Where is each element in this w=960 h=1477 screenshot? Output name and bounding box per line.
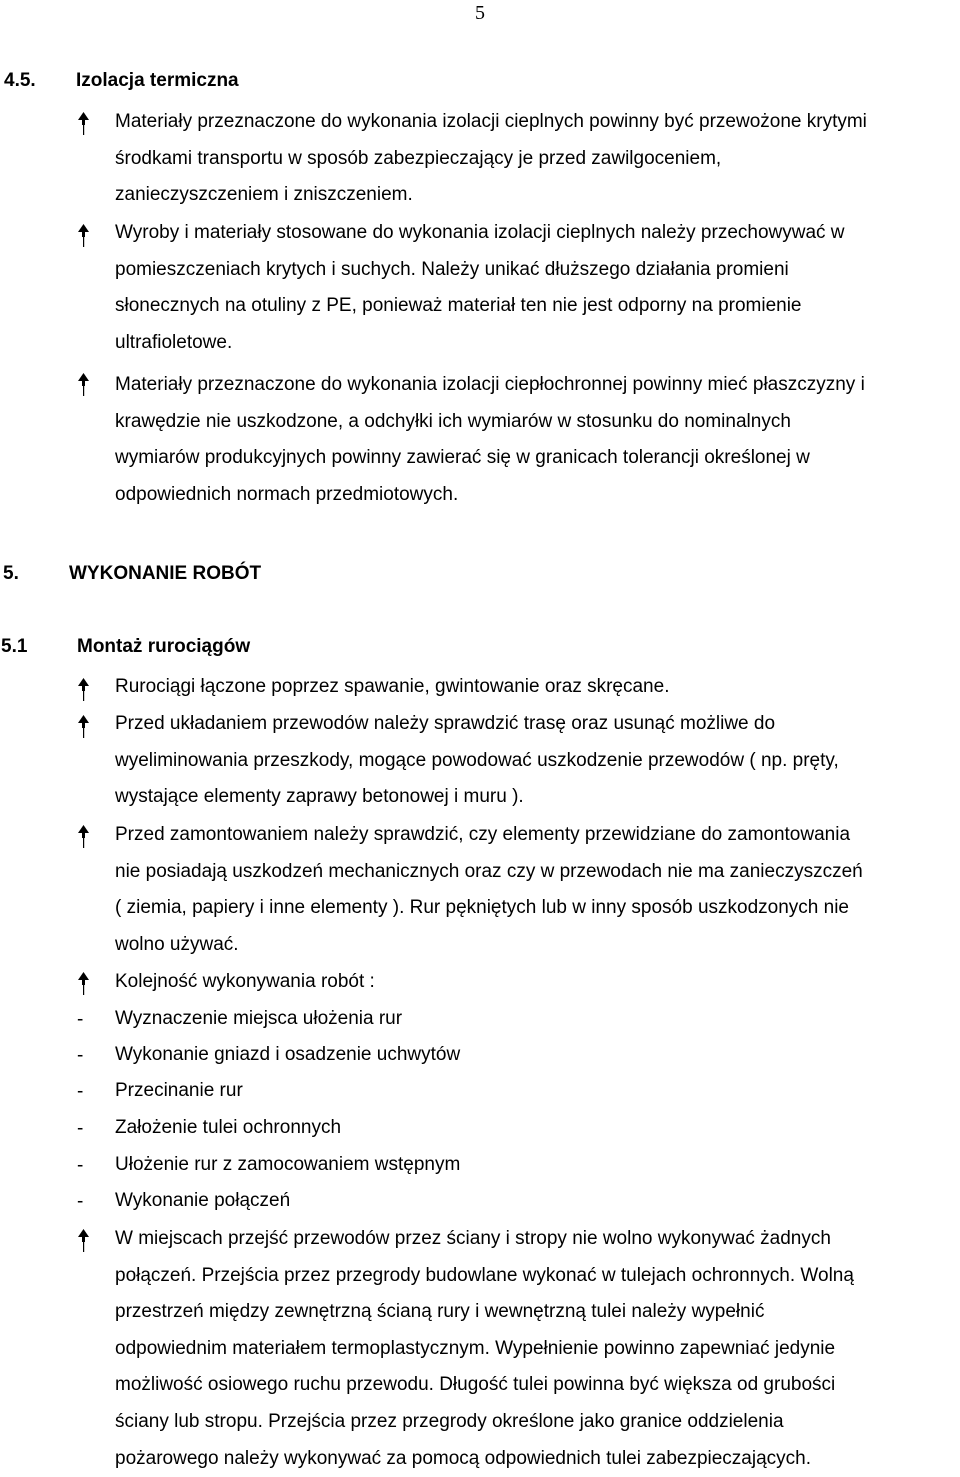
step-item: [115, 1110, 960, 1147]
section-title: Izolacja termiczna: [76, 70, 239, 91]
text-line: Przecinanie rur: [115, 1080, 243, 1101]
bullet-paragraph: [115, 817, 960, 963]
text-line: słonecznych na otuliny z PE, ponieważ materiał ten nie jest odporny na promienie: [115, 295, 802, 317]
text-line: Przed zamontowaniem należy sprawdzić, czy elementy przewidziane do zamontowania: [115, 824, 851, 845]
step-item: [115, 1183, 960, 1220]
section-number: 4.5.: [4, 70, 36, 91]
text-line: wyeliminowania przeszkody, mogące powodować uszkodzenie przewodów ( np. pręty,: [115, 749, 839, 771]
pin-bullet-icon: [77, 825, 90, 849]
page-number: 5: [475, 2, 485, 24]
bullet-paragraph: [115, 104, 960, 214]
step-item: [115, 1147, 960, 1184]
bullet-paragraph: [115, 215, 960, 361]
pin-bullet-icon: [77, 678, 90, 702]
pin-bullet-icon: [77, 373, 90, 397]
text-line: Materiały przeznaczone do wykonania izolacji ciepłochronnej powinny mieć płaszczyzny i: [115, 374, 865, 395]
text-line: odpowiednich normach przedmiotowych.: [115, 483, 459, 505]
text-line: Materiały przeznaczone do wykonania izolacji cieplnych powinny być przewożone krytymi: [115, 111, 867, 132]
bullet-paragraph: [115, 706, 960, 816]
text-line: Założenie tulei ochronnych: [115, 1117, 342, 1138]
section-title: Montaż rurociągów: [77, 636, 251, 657]
text-line: Rurociągi łączone poprzez spawanie, gwintowanie oraz skręcane.: [115, 676, 670, 697]
text-line: zanieczyszczeniem i zniszczeniem.: [115, 184, 413, 206]
dash-marker: -: [77, 1191, 84, 1212]
dash-marker: -: [77, 1155, 84, 1176]
step-item: [115, 1073, 960, 1110]
bullet-paragraph: [115, 964, 960, 1001]
text-line: połączeń. Przejścia przez przegrody budowlane wykonać w tulejach ochronnych. Wolną: [115, 1264, 854, 1286]
text-line: odpowiednim materiałem termoplastycznym. Wypełnienie powinno zapewniać jedynie: [115, 1337, 836, 1359]
text-line: pożarowego należy wykonywać za pomocą odpowiednich tulei zabezpieczających.: [115, 1447, 812, 1469]
text-line: wystające elementy zaprawy betonowej i muru ).: [115, 786, 524, 808]
pin-bullet-icon: [77, 224, 90, 248]
text-line: W miejscach przejść przewodów przez ściany i stropy nie wolno wykonywać żadnych: [115, 1228, 831, 1249]
text-line: przestrzeń między zewnętrzną ścianą rury i wewnętrzną tulei należy wypełnić: [115, 1301, 765, 1323]
text-line: nie posiadają uszkodzeń mechanicznych oraz czy w przewodach nie ma zanieczyszczeń: [115, 860, 863, 882]
section-title: WYKONANIE ROBÓT: [69, 563, 262, 584]
step-item: [115, 1037, 960, 1074]
text-line: ( ziemia, papiery i inne elementy ). Rur pękniętych lub w inny sposób uszkodzonych nie: [115, 897, 849, 919]
text-line: Ułożenie rur z zamocowaniem wstępnym: [115, 1154, 461, 1175]
text-line: pomieszczeniach krytych i suchych. Należy unikać dłuższego działania promieni: [115, 258, 789, 280]
text-line: ściany lub stropu. Przejścia przez przegrody określone jako granice oddzielenia: [115, 1410, 784, 1432]
text-line: wymiarów produkcyjnych powinny zawierać się w granicach tolerancji określonej w: [115, 447, 810, 469]
bullet-paragraph: [115, 669, 960, 706]
text-line: krawędzie nie uszkodzone, a odchyłki ich wymiarów w stosunku do nominalnych: [115, 410, 791, 432]
section-number: 5.1: [1, 636, 28, 657]
text-line: Wykonanie połączeń: [115, 1190, 291, 1211]
pin-bullet-icon: [77, 972, 90, 996]
dash-marker: -: [77, 1081, 84, 1102]
dash-marker: -: [77, 1009, 84, 1030]
text-line: możliwość osiowego ruchu przewodu. Długość tulei powinna być większa od grubości: [115, 1374, 836, 1396]
text-line: Przed układaniem przewodów należy sprawdzić trasę oraz usunąć możliwe do: [115, 713, 776, 734]
pin-bullet-icon: [77, 112, 90, 136]
dash-marker: -: [77, 1118, 84, 1139]
pin-bullet-icon: [77, 1229, 90, 1253]
pin-bullet-icon: [77, 715, 90, 739]
text-line: wolno używać.: [115, 933, 239, 955]
step-item: [115, 1001, 960, 1038]
text-line: środkami transportu w sposób zabezpieczający je przed zawilgoceniem,: [115, 147, 722, 169]
bullet-paragraph: [115, 367, 960, 513]
text-line: Wyznaczenie miejsca ułożenia rur: [115, 1008, 403, 1029]
text-line: Wykonanie gniazd i osadzenie uchwytów: [115, 1044, 461, 1065]
text-line: Kolejność wykonywania robót :: [115, 971, 375, 992]
text-line: Wyroby i materiały stosowane do wykonania izolacji cieplnych należy przechowywać w: [115, 222, 845, 243]
dash-marker: -: [77, 1045, 84, 1066]
text-line: ultrafioletowe.: [115, 331, 233, 353]
section-number: 5.: [3, 563, 19, 584]
bullet-paragraph: [115, 1221, 960, 1477]
